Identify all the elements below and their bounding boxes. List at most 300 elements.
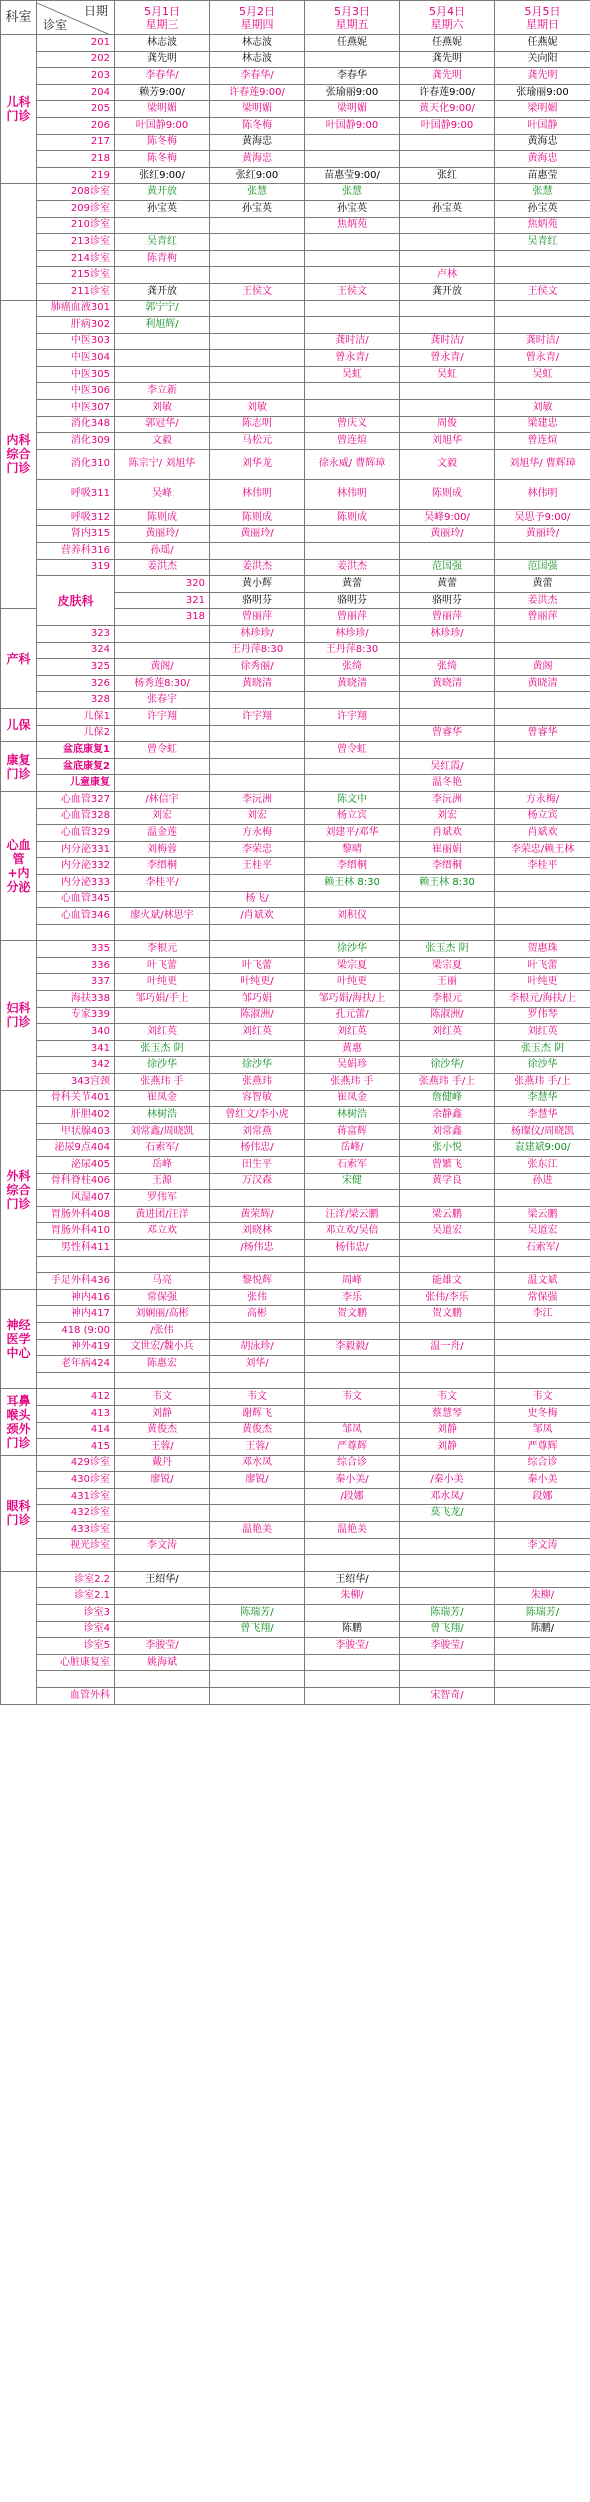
doctor-cell	[115, 924, 210, 941]
schedule-row	[1, 775, 590, 792]
doctor-cell	[210, 924, 305, 941]
clinic-room-cell: 风湿407	[37, 1190, 115, 1207]
doctor-cell	[210, 742, 305, 759]
doctor-cell: /林信宇	[115, 791, 210, 808]
doctor-cell: 秦小美	[495, 1472, 590, 1489]
doctor-cell	[210, 1372, 305, 1389]
doctor-cell: 黄开放	[115, 184, 210, 201]
clinic-room-cell: 肝胆402	[37, 1107, 115, 1124]
clinic-room-cell: 消化310	[37, 449, 115, 479]
doctor-cell: 张燕玮 手/上	[400, 1074, 495, 1091]
doctor-cell: 刘红英	[115, 1024, 210, 1041]
doctor-cell	[400, 151, 495, 168]
doctor-cell: 林珍珍/	[305, 626, 400, 643]
doctor-cell	[305, 1405, 400, 1422]
doctor-cell: 黄海忠	[495, 134, 590, 151]
doctor-cell: 孙瑶/	[115, 543, 210, 560]
doctor-cell: 张玉杰 阴	[400, 941, 495, 958]
doctor-cell: 梁云鹏	[495, 1206, 590, 1223]
clinic-room-cell: 中医305	[37, 366, 115, 383]
doctor-cell: 叶飞蕾	[495, 957, 590, 974]
schedule-row	[1, 333, 590, 350]
doctor-cell	[305, 758, 400, 775]
doctor-cell	[495, 1356, 590, 1373]
schedule-row	[1, 1040, 590, 1057]
schedule-row	[1, 1057, 590, 1074]
clinic-room-cell: 319	[37, 559, 115, 576]
doctor-cell: 黄海忠	[210, 151, 305, 168]
department-cell: 神经医学中心	[1, 1289, 37, 1389]
doctor-cell: 刘宏	[400, 808, 495, 825]
doctor-cell: 胡泳珍/	[210, 1339, 305, 1356]
doctor-cell	[495, 924, 590, 941]
doctor-cell	[400, 1671, 495, 1688]
doctor-cell: 张瑜丽9:00	[305, 84, 400, 101]
doctor-cell: 张玉杰 阴	[115, 1040, 210, 1057]
clinic-room-cell: 215诊室	[37, 267, 115, 284]
doctor-cell: 姜洪杰	[115, 559, 210, 576]
schedule-row	[1, 891, 590, 908]
schedule-row	[1, 1157, 590, 1174]
schedule-row	[1, 991, 590, 1008]
doctor-cell: 姜洪杰	[210, 559, 305, 576]
doctor-cell: 张红9:00	[210, 167, 305, 184]
doctor-cell: 许宇翔	[115, 708, 210, 725]
doctor-cell	[400, 543, 495, 560]
doctor-cell	[210, 725, 305, 742]
doctor-cell: 邹凤	[495, 1422, 590, 1439]
doctor-cell: 刘梅蓉	[115, 841, 210, 858]
doctor-cell	[305, 1654, 400, 1671]
doctor-cell: 陈文中	[305, 791, 400, 808]
doctor-cell	[400, 742, 495, 759]
doctor-cell	[495, 642, 590, 659]
schedule-row	[1, 1223, 590, 1240]
doctor-cell: 徐沙华/	[400, 1057, 495, 1074]
schedule-row	[1, 1024, 590, 1041]
schedule-row	[1, 1688, 590, 1705]
schedule-row	[1, 479, 590, 509]
doctor-cell	[115, 217, 210, 234]
clinic-room-cell: 328	[37, 692, 115, 709]
clinic-room-cell: 骨科脊柱406	[37, 1173, 115, 1190]
doctor-cell	[400, 184, 495, 201]
doctor-cell: 韦文	[400, 1389, 495, 1406]
schedule-row	[1, 1074, 590, 1091]
doctor-cell	[495, 742, 590, 759]
doctor-cell: 孙宝英	[115, 200, 210, 217]
schedule-row	[1, 1007, 590, 1024]
doctor-cell	[115, 1372, 210, 1389]
doctor-cell	[400, 1372, 495, 1389]
doctor-cell	[495, 1654, 590, 1671]
doctor-cell: 王侯文	[495, 283, 590, 300]
doctor-cell: 林伟明	[210, 479, 305, 509]
schedule-row	[1, 1505, 590, 1522]
doctor-cell: 孙宝英	[495, 200, 590, 217]
doctor-cell	[115, 350, 210, 367]
doctor-cell: 马亮	[115, 1273, 210, 1290]
schedule-row	[1, 526, 590, 543]
doctor-cell: 叶纯更	[495, 974, 590, 991]
doctor-cell: 王蓉/	[115, 1439, 210, 1456]
clinic-room-cell: 213诊室	[37, 234, 115, 251]
doctor-cell: 杨璨仪/周晓凯	[495, 1123, 590, 1140]
doctor-cell	[210, 1538, 305, 1555]
doctor-cell: 孙宝英	[305, 200, 400, 217]
doctor-cell	[495, 908, 590, 925]
doctor-cell: 刘宏	[115, 808, 210, 825]
doctor-cell	[210, 250, 305, 267]
doctor-cell: 曾永青/	[305, 350, 400, 367]
doctor-cell: 范国强	[400, 559, 495, 576]
doctor-cell	[210, 1488, 305, 1505]
schedule-row	[1, 576, 590, 593]
doctor-cell	[305, 1555, 400, 1572]
doctor-cell: 杨伟忠/	[305, 1239, 400, 1256]
doctor-cell: 曾令虹	[115, 742, 210, 759]
schedule-row	[1, 725, 590, 742]
clinic-room-cell: 泌尿9点404	[37, 1140, 115, 1157]
doctor-cell	[400, 134, 495, 151]
doctor-cell	[305, 1256, 400, 1273]
doctor-cell	[210, 758, 305, 775]
clinic-date-header	[37, 1, 115, 35]
doctor-cell: 能雄文	[400, 1273, 495, 1290]
clinic-room-cell: 神内417	[37, 1306, 115, 1323]
doctor-cell	[400, 234, 495, 251]
doctor-cell: 张小悦	[400, 1140, 495, 1157]
department-cell: 心血管+内分泌	[1, 791, 37, 940]
clinic-room-cell: 218	[37, 151, 115, 168]
doctor-cell: 陈则成	[115, 509, 210, 526]
doctor-cell: 梁明媚	[210, 101, 305, 118]
doctor-cell: 任燕妮	[305, 35, 400, 52]
doctor-cell: 陈淑洲/	[400, 1007, 495, 1024]
doctor-cell: 孔元蕾/	[305, 1007, 400, 1024]
doctor-cell: 刘静	[115, 1405, 210, 1422]
doctor-cell: /秦小美	[400, 1472, 495, 1489]
doctor-cell	[400, 908, 495, 925]
clinic-room-cell: 心血管328	[37, 808, 115, 825]
schedule-row	[1, 283, 590, 300]
doctor-cell: 梁宗夏	[400, 957, 495, 974]
clinic-room-cell: 血管外科	[37, 1688, 115, 1705]
doctor-cell	[210, 383, 305, 400]
doctor-cell: 李根元	[115, 941, 210, 958]
doctor-cell	[495, 1190, 590, 1207]
doctor-cell	[305, 1605, 400, 1622]
doctor-cell: 张瑜丽9:00	[495, 84, 590, 101]
doctor-cell: 王丽	[400, 974, 495, 991]
doctor-cell: 黄进团/汪洋	[115, 1206, 210, 1223]
doctor-cell: 王桂平	[210, 858, 305, 875]
doctor-cell: 刘常鑫/周晓凯	[115, 1123, 210, 1140]
doctor-cell: 崔凤金	[305, 1090, 400, 1107]
doctor-cell: 李荣忠	[210, 841, 305, 858]
clinic-label: 诊室	[43, 17, 68, 32]
doctor-cell	[305, 400, 400, 417]
doctor-cell	[495, 775, 590, 792]
doctor-cell	[400, 217, 495, 234]
doctor-cell: 徐永威/ 曹辉璋	[305, 449, 400, 479]
clinic-room-cell: 中医304	[37, 350, 115, 367]
doctor-cell	[305, 1190, 400, 1207]
doctor-cell: 吴青红	[115, 234, 210, 251]
clinic-room-cell: 内分泌331	[37, 841, 115, 858]
clinic-room-cell	[37, 1256, 115, 1273]
schedule-row	[1, 642, 590, 659]
doctor-cell: 詹健峰	[400, 1090, 495, 1107]
doctor-cell	[305, 1671, 400, 1688]
doctor-cell: 龚开放	[400, 283, 495, 300]
doctor-cell: 综合诊	[495, 1455, 590, 1472]
doctor-cell: 黄丽玲/	[115, 526, 210, 543]
doctor-cell: 杨伟忠/	[210, 1140, 305, 1157]
schedule-row	[1, 1588, 590, 1605]
doctor-cell: 张伟/李乐	[400, 1289, 495, 1306]
doctor-cell: 许春莲9:00/	[400, 84, 495, 101]
schedule-row	[1, 117, 590, 134]
schedule-row	[1, 1422, 590, 1439]
clinic-room-cell: 343宫颈	[37, 1074, 115, 1091]
schedule-row	[1, 317, 590, 334]
schedule-row	[1, 509, 590, 526]
doctor-cell: 龚先明	[400, 51, 495, 68]
doctor-cell: 刘常鑫	[400, 1123, 495, 1140]
doctor-cell: 邓立欢	[115, 1223, 210, 1240]
clinic-room-cell: 206	[37, 117, 115, 134]
doctor-cell: 黎晴	[305, 841, 400, 858]
doctor-cell: 张红	[400, 167, 495, 184]
doctor-cell: 苗惠莹9:00/	[305, 167, 400, 184]
department-cell: 儿保	[1, 708, 37, 741]
doctor-cell	[400, 1256, 495, 1273]
doctor-cell	[210, 267, 305, 284]
doctor-cell: 杨立宾	[305, 808, 400, 825]
doctor-cell: 李骏莹/	[400, 1638, 495, 1655]
clinic-room-cell: 202	[37, 51, 115, 68]
doctor-cell: 曾庆义	[305, 416, 400, 433]
doctor-cell: 罗伟琴	[495, 1007, 590, 1024]
doctor-cell: 贺惠珠	[495, 941, 590, 958]
doctor-cell: 张伟	[210, 1289, 305, 1306]
clinic-room-cell: 神内416	[37, 1289, 115, 1306]
doctor-cell: 黄蕾	[305, 576, 400, 593]
doctor-cell: 李骏莹/	[115, 1638, 210, 1655]
doctor-cell: 龚先明	[495, 68, 590, 85]
doctor-cell: 刘红英	[305, 1024, 400, 1041]
schedule-row	[1, 858, 590, 875]
doctor-cell	[115, 775, 210, 792]
doctor-cell: 严尊辉	[305, 1439, 400, 1456]
schedule-row	[1, 383, 590, 400]
clinic-room-cell: 413	[37, 1405, 115, 1422]
doctor-cell	[115, 891, 210, 908]
department-cell	[1, 1571, 37, 1704]
doctor-cell: 李骏莹/	[305, 1638, 400, 1655]
doctor-cell: 宋智奇/	[400, 1688, 495, 1705]
doctor-cell: 肖斌欢	[495, 825, 590, 842]
doctor-cell: 许宇翔	[210, 708, 305, 725]
clinic-room-cell: 208诊室	[37, 184, 115, 201]
doctor-cell: 吴娟珍	[305, 1057, 400, 1074]
schedule-row	[1, 659, 590, 676]
doctor-cell: 梁明媚	[115, 101, 210, 118]
doctor-cell: 刘娴丽/高彬	[115, 1306, 210, 1323]
doctor-cell: 戴丹	[115, 1455, 210, 1472]
doctor-cell	[400, 383, 495, 400]
doctor-cell	[400, 1654, 495, 1671]
doctor-cell	[400, 1322, 495, 1339]
doctor-cell: 黄俊杰	[210, 1422, 305, 1439]
doctor-cell: 黎悦辉	[210, 1273, 305, 1290]
doctor-cell: 文毅	[400, 449, 495, 479]
doctor-cell: 综合诊	[305, 1455, 400, 1472]
doctor-cell	[210, 1588, 305, 1605]
schedule-row	[1, 234, 590, 251]
clinic-room-cell: 337	[37, 974, 115, 991]
doctor-cell: 黄小辉	[210, 576, 305, 593]
doctor-cell: 邹巧娟/手上	[115, 991, 210, 1008]
doctor-cell: 王源	[115, 1173, 210, 1190]
clinic-room-cell: 429诊室	[37, 1455, 115, 1472]
doctor-cell: 林珍珍/	[400, 626, 495, 643]
clinic-room-cell: 肺癌血液301	[37, 300, 115, 317]
doctor-cell: 曾连煊	[495, 433, 590, 450]
doctor-cell: 叶飞蕾	[115, 957, 210, 974]
doctor-cell: 曾令虹	[305, 742, 400, 759]
doctor-cell	[495, 708, 590, 725]
doctor-cell	[495, 300, 590, 317]
doctor-cell: 郭宁宁/	[115, 300, 210, 317]
doctor-cell	[210, 1654, 305, 1671]
schedule-row	[1, 957, 590, 974]
doctor-cell: 曾繁飞	[400, 1157, 495, 1174]
doctor-cell: 袁建斌9:00/	[495, 1140, 590, 1157]
doctor-cell: 温金莲	[115, 825, 210, 842]
doctor-cell: 朱柳/	[305, 1588, 400, 1605]
doctor-cell: 岳峰	[115, 1157, 210, 1174]
doctor-cell	[400, 1555, 495, 1572]
doctor-cell: 林伟明	[495, 479, 590, 509]
clinic-room-cell: 男性科411	[37, 1239, 115, 1256]
clinic-room-cell: 诊室3	[37, 1605, 115, 1622]
doctor-cell: 叶纯更/	[210, 974, 305, 991]
doctor-cell: 李慧华	[495, 1090, 590, 1107]
doctor-cell	[400, 1522, 495, 1539]
schedule-row	[1, 1522, 590, 1539]
doctor-cell: 刘红英	[495, 1024, 590, 1041]
doctor-cell	[210, 1322, 305, 1339]
clinic-room-cell: 324	[37, 642, 115, 659]
clinic-room-cell: 儿童康复	[37, 775, 115, 792]
doctor-cell	[495, 1505, 590, 1522]
doctor-cell	[400, 400, 495, 417]
doctor-cell: 林树浩	[305, 1107, 400, 1124]
doctor-cell	[495, 383, 590, 400]
doctor-cell: 王蓉/	[210, 1439, 305, 1456]
doctor-cell	[495, 891, 590, 908]
doctor-cell	[400, 642, 495, 659]
doctor-cell: 李江	[495, 1306, 590, 1323]
schedule-row	[1, 692, 590, 709]
schedule-row	[1, 1671, 590, 1688]
clinic-room-cell	[37, 1671, 115, 1688]
clinic-room-cell: 心脏康复室	[37, 1654, 115, 1671]
doctor-cell: 吴红霞/	[400, 758, 495, 775]
doctor-cell: 刘积仪	[305, 908, 400, 925]
doctor-cell: 方永梅	[210, 825, 305, 842]
doctor-cell	[210, 333, 305, 350]
doctor-cell	[305, 151, 400, 168]
doctor-cell: 刘静	[400, 1422, 495, 1439]
doctor-cell	[210, 1571, 305, 1588]
clinic-room-cell: 217	[37, 134, 115, 151]
clinic-room-cell: 诊室4	[37, 1621, 115, 1638]
doctor-cell: 周峰	[305, 1273, 400, 1290]
doctor-cell: 黄荣辉/	[210, 1206, 305, 1223]
doctor-cell: 利旭辉/	[115, 317, 210, 334]
day-header-5: 5月5日 星期日	[495, 1, 590, 35]
doctor-cell	[305, 1372, 400, 1389]
schedule-row	[1, 1638, 590, 1655]
doctor-cell: 张玉杰 阴	[495, 1040, 590, 1057]
doctor-cell	[210, 874, 305, 891]
clinic-room-cell: 诊室2.2	[37, 1571, 115, 1588]
schedule-row	[1, 1322, 590, 1339]
doctor-cell	[400, 1455, 495, 1472]
doctor-cell: 黄阁	[495, 659, 590, 676]
schedule-row	[1, 1173, 590, 1190]
schedule-row	[1, 808, 590, 825]
doctor-cell: 谢辉飞	[210, 1405, 305, 1422]
doctor-cell: 张慧	[305, 184, 400, 201]
doctor-cell	[305, 250, 400, 267]
schedule-row	[1, 1239, 590, 1256]
date-label: 日期	[83, 3, 108, 18]
doctor-cell	[115, 626, 210, 643]
doctor-cell	[210, 300, 305, 317]
doctor-cell: 黄晓清	[400, 675, 495, 692]
doctor-cell: 崔凤金	[115, 1090, 210, 1107]
day-header-2: 5月2日 星期四	[210, 1, 305, 35]
doctor-cell	[400, 924, 495, 941]
doctor-cell	[115, 1522, 210, 1539]
schedule-row	[1, 908, 590, 925]
doctor-cell	[115, 1256, 210, 1273]
schedule-row	[1, 1190, 590, 1207]
doctor-cell: 林志波	[210, 35, 305, 52]
doctor-cell: 曾飞翔/	[210, 1621, 305, 1638]
doctor-cell: 容智敏	[210, 1090, 305, 1107]
doctor-cell: 贺文鹏	[305, 1306, 400, 1323]
doctor-cell: 刘敏	[210, 400, 305, 417]
doctor-cell: 陈惠宏	[115, 1356, 210, 1373]
clinic-room-cell	[37, 1555, 115, 1572]
doctor-cell	[305, 725, 400, 742]
schedule-row	[1, 1306, 590, 1323]
doctor-cell: 王侯文	[210, 283, 305, 300]
schedule-row	[1, 68, 590, 85]
doctor-cell: 叶纯更	[305, 974, 400, 991]
doctor-cell	[210, 1505, 305, 1522]
doctor-cell: /杨伟忠	[210, 1239, 305, 1256]
doctor-cell	[115, 1605, 210, 1622]
doctor-cell: 梁明媚	[495, 101, 590, 118]
clinic-room-cell: 210诊室	[37, 217, 115, 234]
doctor-cell: 赖王林 8:30	[400, 874, 495, 891]
